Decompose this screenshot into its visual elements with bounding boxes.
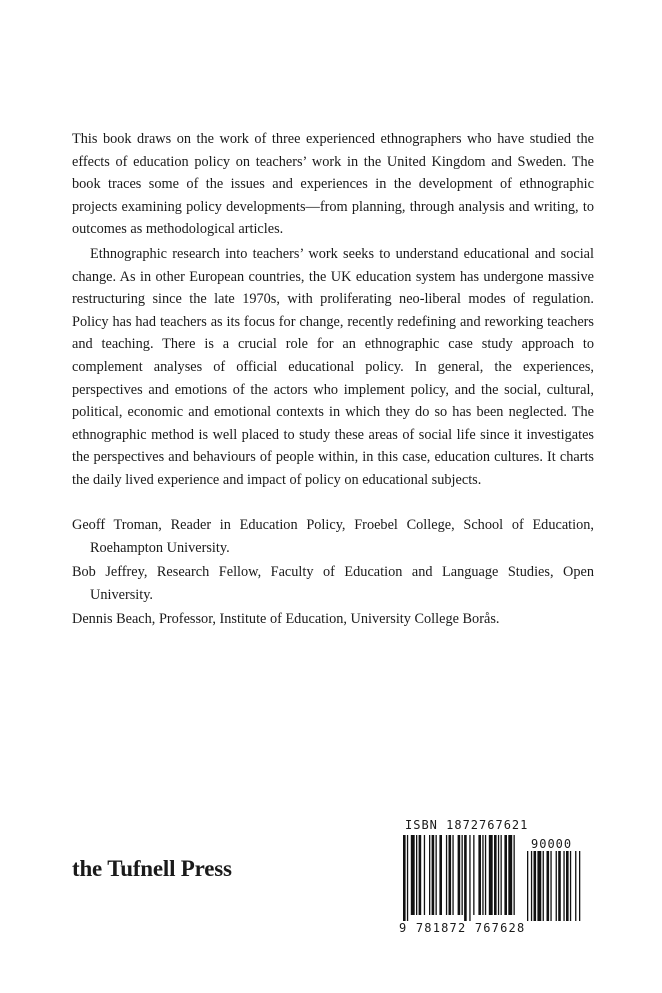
- barcode-bar: [416, 835, 417, 915]
- publisher-name: the Tufnell Press: [72, 856, 232, 881]
- barcode-bar: [550, 851, 551, 921]
- blurb: [72, 128, 594, 494]
- barcode-bar: [469, 835, 470, 921]
- addon-digits: 90000: [531, 837, 573, 851]
- barcode-bar: [407, 835, 408, 921]
- barcode-bar: [498, 835, 499, 915]
- barcode-bar: [556, 851, 557, 921]
- barcode-bar: [531, 851, 532, 921]
- author-entry: Bob Jeffrey, Research Fellow, Faculty of Education and Language Studies, Open University.: [72, 564, 594, 603]
- barcode-bar: [436, 835, 437, 915]
- isbn-label: ISBN 1872767621: [405, 818, 529, 832]
- barcode-bar: [494, 835, 497, 915]
- barcode-bar: [478, 835, 481, 915]
- barcode-bar: [424, 835, 425, 915]
- barcode-bar: [547, 851, 550, 921]
- ean-digits: 9 781872 767628: [399, 921, 526, 935]
- barcode-bar: [563, 851, 564, 921]
- barcode-bar: [504, 835, 507, 915]
- blurb-paragraph-2: Ethnographic research into teachers’ work seeks to understand educational and social change. As in other European countries, the UK education system has undergone massive restructuring since the late 1970s, with proliferating neo-liberal modes of regulation. Policy has had teachers as its focus for change, recently redefining and reworking teachers and teaching. There is a crucial role for an ethnographic case study approach to complement analyses of official educational policy. In general, the experiences, perspectives and emotions of the actors who implement policy, and the social, cultural, political, economic and emotional contexts in which they do so has been neglected. The ethnographic method is well placed to study these areas of social life since it investigates the perspectives and behaviours of people within, in this case, education cultures. It charts the daily lived experience and impact of policy on educational subjects.: [72, 245, 594, 488]
- barcode-bar: [537, 851, 541, 921]
- barcode-bar: [432, 835, 435, 915]
- barcode-bar: [566, 851, 569, 921]
- barcode-bar: [579, 851, 580, 921]
- blurb-paragraph-1: This book draws on the work of three experienced ethnographers who have studied the effects of education policy on teachers’ work in the United Kingdom and Sweden. The book traces some of the issues and experiences in the development of ethnographic projects examining policy developments—from planning, through analysis and writing, to outcomes as methodological articles.: [72, 131, 594, 238]
- barcode-bar: [429, 835, 430, 915]
- barcode-bar: [514, 835, 515, 915]
- barcode-bar: [570, 851, 571, 921]
- barcode-bar: [482, 835, 483, 915]
- barcode-bar: [464, 835, 467, 921]
- author-list: [72, 514, 594, 633]
- barcode-bar: [462, 835, 463, 915]
- barcode-bar: [446, 835, 447, 915]
- barcode-bar: [501, 835, 502, 915]
- barcode-bar: [473, 835, 474, 915]
- barcode-bar: [458, 835, 461, 915]
- barcode-bar: [508, 835, 512, 915]
- barcode-bar: [403, 835, 406, 921]
- barcode-bar: [489, 835, 493, 915]
- barcode-bar: [449, 835, 452, 915]
- barcode-bar: [439, 835, 442, 915]
- barcode-bar: [411, 835, 415, 915]
- barcode-bar: [558, 851, 561, 921]
- barcode-bar: [527, 851, 528, 921]
- barcode-bar: [575, 851, 576, 921]
- barcode-bar: [452, 835, 453, 915]
- author-entry: Dennis Beach, Professor, Institute of Education, University College Borås.: [72, 611, 500, 628]
- barcode-bar: [419, 835, 422, 915]
- barcode-bar: [543, 851, 544, 921]
- isbn-barcode: [399, 818, 591, 938]
- barcode-bar: [485, 835, 486, 915]
- barcode-bar: [534, 851, 537, 921]
- author-entry: Geoff Troman, Reader in Education Policy, Froebel College, School of Education, Roehampton University.: [72, 517, 594, 556]
